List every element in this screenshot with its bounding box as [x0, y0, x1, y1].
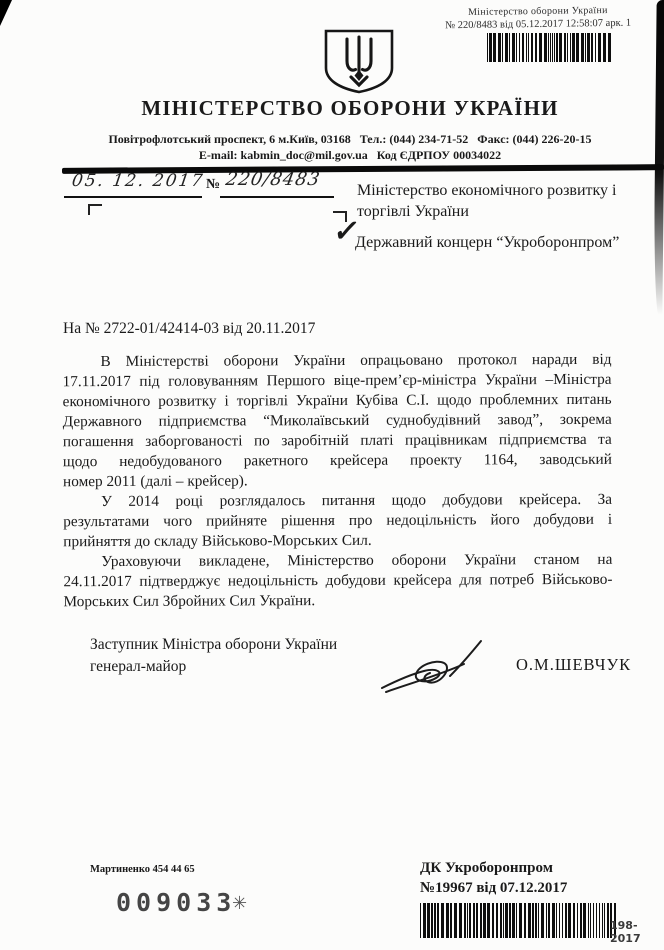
ministry-title: МІНІСТЕРСТВО ОБОРОНИ УКРАЇНИ: [141, 96, 559, 120]
body-line: У 2014 році розглядалось питання щодо добудови крейсера. За: [101, 490, 613, 511]
outgoing-number-sign: №: [206, 177, 221, 192]
entry-stamp-asterisk: ✳: [232, 893, 248, 913]
coat-of-arms-emblem: [318, 28, 400, 96]
body-line: 24.11.2017 підтверджує недоцільність добудови крейсера для потреб Військово-: [63, 570, 613, 591]
contact-line: E-mail: kabmin_doc@mil.gov.ua Код ЄДРПОУ 00034022: [198, 148, 502, 162]
registration-stamp-details: № 220/8483 від 05.12.2017 12:58:07 арк. 1: [444, 17, 632, 32]
checkmark-annotation: ✓: [331, 215, 363, 248]
receiver-barcode: [420, 903, 618, 938]
signatory-name: О.М.ШЕВЧУК: [516, 655, 632, 674]
receiver-stamp-org: ДК Укроборонпром: [420, 860, 553, 876]
recipient-secondary: Державний концерн “Укроборонпром”: [355, 234, 620, 251]
entry-stamp-number: 009033: [116, 888, 237, 917]
letter-body: [62, 350, 612, 612]
outgoing-number-underline: [220, 196, 334, 198]
body-paragraph-2: [63, 490, 612, 552]
signatory-position-line1: Заступник Міністра оборони України: [90, 636, 338, 653]
body-line: результатами чого прийняте рішення про недоцільність його добудови і: [63, 510, 613, 531]
signatory-position-line2: генерал-майор: [90, 658, 187, 675]
body-paragraph-3: [63, 550, 612, 612]
body-line: прийняття до складу Військово-Морських Сил.: [63, 531, 372, 551]
outgoing-date-underline: [64, 196, 202, 198]
reply-reference: На № 2722-01/42414-03 від 20.11.2017: [63, 320, 316, 337]
signature-autograph: [378, 636, 504, 702]
signatory-position: [90, 634, 337, 678]
body-line: номер 2011 (далі – крейсер).: [62, 472, 248, 491]
body-line: погашення заборгованості по заробітній платі працівникам підприємства та: [62, 430, 612, 451]
letterhead: [60, 96, 640, 163]
barcode-side-number: 198-2017: [610, 919, 641, 945]
scan-edge-artifact: [653, 0, 664, 315]
executor-note: Мартиненко 454 44 65: [90, 864, 195, 875]
address-corner-bracket-left: [88, 204, 102, 215]
registration-stamp: [420, 4, 656, 31]
address-line: Повітрофлотський проспект, 6 м.Київ, 03168 Тел.: (044) 234-71-52 Факс: (044) 226-20-15: [108, 132, 592, 146]
body-line: економічного розвитку і торгівлі України Кубіва С.І. щодо проблемних питань: [62, 390, 612, 411]
body-line: Державного підприємства “Миколаївський суднобудівний завод”, зокрема: [62, 410, 612, 431]
registration-stamp-org: Міністерство оборони України: [467, 5, 608, 18]
receiver-stamp-registration: №19967 від 07.12.2017: [420, 880, 568, 896]
outgoing-number-handwritten: 220/8483: [224, 169, 323, 190]
body-line: Ураховуючи викладене, Міністерство оборони України станом на: [101, 550, 613, 571]
body-line: В Міністерстві оборони України опрацьовано протокол наради від: [100, 350, 612, 371]
outgoing-date-handwritten: 05. 12. 2017: [70, 171, 206, 191]
recipient-primary: Міністерство економічного розвитку і торгівлі України: [357, 182, 617, 220]
scan-corner-artifact: [0, 0, 12, 26]
registration-barcode: [487, 33, 611, 62]
body-line: Морських Сил Збройних Сил України.: [63, 592, 316, 611]
body-line: щодо недобудованого ракетного крейсера проекту 1164, заводський: [62, 450, 612, 471]
body-line: 17.11.2017 під головуванням Першого віце-прем’єр-міністра України –Міністра: [62, 370, 612, 391]
body-paragraph-1: [62, 350, 612, 492]
